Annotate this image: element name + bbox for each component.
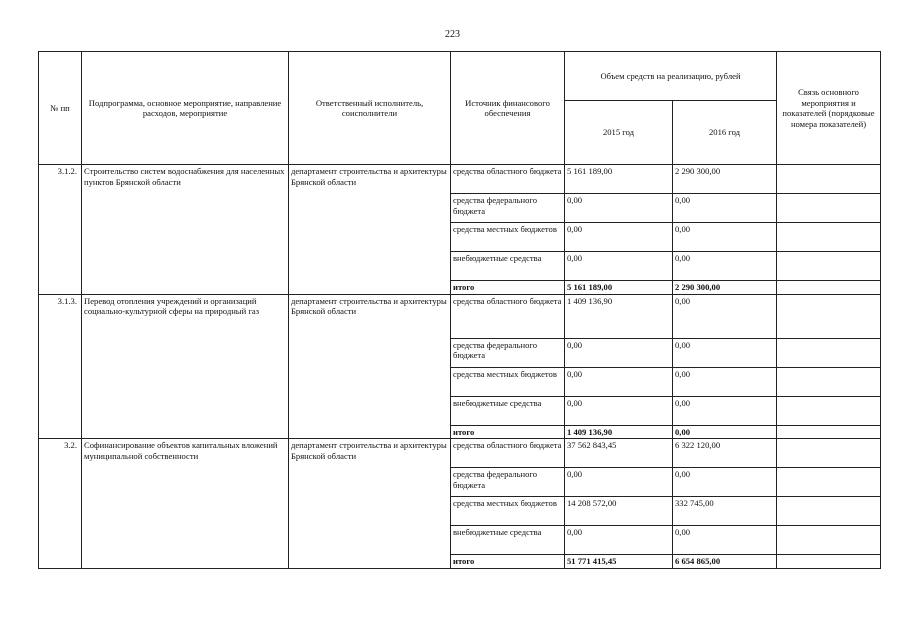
item-executor: департамент строительства и архитектуры Брянской области xyxy=(289,439,451,569)
funding-source: средства областного бюджета xyxy=(451,165,565,194)
amount-2016: 0,00 xyxy=(673,294,777,338)
page-number: 223 xyxy=(445,29,460,40)
header-num: № пп xyxy=(39,52,82,165)
header-executor: Ответственный исполнитель, соисполнители xyxy=(289,52,451,165)
amount-2016: 0,00 xyxy=(673,468,777,497)
amount-2015: 0,00 xyxy=(565,468,673,497)
indicator-link-cell xyxy=(777,294,881,338)
indicator-link-cell xyxy=(777,425,881,439)
table-row xyxy=(39,294,881,338)
amount-2016: 0,00 xyxy=(673,396,777,425)
indicator-link-cell xyxy=(777,468,881,497)
table-row xyxy=(39,439,881,468)
item-executor: департамент строительства и архитектуры Брянской области xyxy=(289,294,451,439)
funding-source: средства федерального бюджета xyxy=(451,468,565,497)
total-label: итого xyxy=(451,555,565,569)
funding-source: средства федерального бюджета xyxy=(451,338,565,367)
funding-source: средства областного бюджета xyxy=(451,439,565,468)
amount-2015: 0,00 xyxy=(565,194,673,223)
item-name: Строительство систем водоснабжения для населенных пунктов Брянской области xyxy=(82,165,289,295)
amount-2015: 37 562 843,45 xyxy=(565,439,673,468)
indicator-link-cell xyxy=(777,252,881,281)
total-label: итого xyxy=(451,425,565,439)
amount-2015: 0,00 xyxy=(565,252,673,281)
amount-2015: 5 161 189,00 xyxy=(565,165,673,194)
amount-2016: 2 290 300,00 xyxy=(673,281,777,295)
item-name: Софинансирование объектов капитальных вложений муниципальной собственности xyxy=(82,439,289,569)
amount-2015: 0,00 xyxy=(565,396,673,425)
amount-2015: 0,00 xyxy=(565,367,673,396)
funding-source: средства местных бюджетов xyxy=(451,497,565,526)
indicator-link-cell xyxy=(777,526,881,555)
header-link: Связь основного мероприятия и показателей (порядковые номера показателей) xyxy=(777,52,881,165)
amount-2016: 0,00 xyxy=(673,194,777,223)
indicator-link-cell xyxy=(777,223,881,252)
amount-2015: 1 409 136,90 xyxy=(565,425,673,439)
item-number: 3.2. xyxy=(39,439,82,569)
amount-2015: 5 161 189,00 xyxy=(565,281,673,295)
amount-2015: 1 409 136,90 xyxy=(565,294,673,338)
funding-source: внебюджетные средства xyxy=(451,526,565,555)
funding-source: средства местных бюджетов xyxy=(451,223,565,252)
amount-2015: 0,00 xyxy=(565,223,673,252)
indicator-link-cell xyxy=(777,396,881,425)
indicator-link-cell xyxy=(777,367,881,396)
funding-source: внебюджетные средства xyxy=(451,252,565,281)
budget-table xyxy=(38,51,881,569)
amount-2015: 0,00 xyxy=(565,526,673,555)
table-row xyxy=(39,165,881,194)
indicator-link-cell xyxy=(777,338,881,367)
amount-2016: 0,00 xyxy=(673,367,777,396)
amount-2016: 6 654 865,00 xyxy=(673,555,777,569)
indicator-link-cell xyxy=(777,281,881,295)
header-source: Источник финансового обеспечения xyxy=(451,52,565,165)
item-number: 3.1.2. xyxy=(39,165,82,295)
funding-source: средства областного бюджета xyxy=(451,294,565,338)
indicator-link-cell xyxy=(777,439,881,468)
item-name: Перевод отопления учреждений и организаций социально-культурной сферы на природный газ xyxy=(82,294,289,439)
funding-source: средства федерального бюджета xyxy=(451,194,565,223)
amount-2016: 0,00 xyxy=(673,252,777,281)
header-year-2016: 2016 год xyxy=(673,101,777,165)
indicator-link-cell xyxy=(777,165,881,194)
header-program: Подпрограмма, основное мероприятие, направление расходов, мероприятие xyxy=(82,52,289,165)
amount-2015: 14 208 572,00 xyxy=(565,497,673,526)
amount-2016: 6 322 120,00 xyxy=(673,439,777,468)
funding-source: внебюджетные средства xyxy=(451,396,565,425)
amount-2016: 2 290 300,00 xyxy=(673,165,777,194)
indicator-link-cell xyxy=(777,497,881,526)
header-volume: Объем средств на реализацию, рублей xyxy=(565,52,777,101)
header-row xyxy=(39,52,881,101)
item-executor: департамент строительства и архитектуры Брянской области xyxy=(289,165,451,295)
header-year-2015: 2015 год xyxy=(565,101,673,165)
amount-2016: 0,00 xyxy=(673,526,777,555)
amount-2016: 0,00 xyxy=(673,223,777,252)
indicator-link-cell xyxy=(777,194,881,223)
amount-2015: 0,00 xyxy=(565,338,673,367)
funding-source: средства местных бюджетов xyxy=(451,367,565,396)
amount-2015: 51 771 415,45 xyxy=(565,555,673,569)
amount-2016: 332 745,00 xyxy=(673,497,777,526)
indicator-link-cell xyxy=(777,555,881,569)
total-label: итого xyxy=(451,281,565,295)
amount-2016: 0,00 xyxy=(673,338,777,367)
item-number: 3.1.3. xyxy=(39,294,82,439)
amount-2016: 0,00 xyxy=(673,425,777,439)
